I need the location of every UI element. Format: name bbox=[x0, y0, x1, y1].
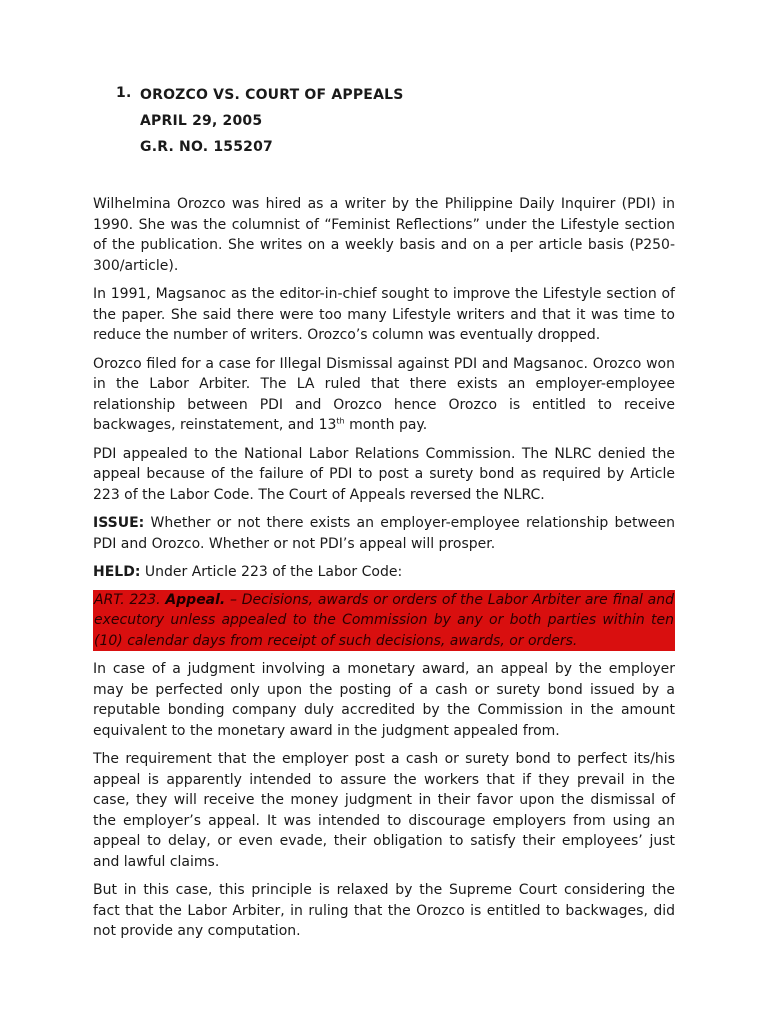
paragraph-ruling: But in this case, this principle is relaxed by the Supreme Court considering the fact that the Labor Arbiter, in ruling that the Orozco is entitled to backwages, did not provide any computation. bbox=[93, 882, 675, 939]
paragraph-labor-arbiter-text: Orozco filed for a case for Illegal Dismissal against PDI and Magsanoc. Orozco won in the Labor Arbiter. The LA ruled that there exists an employer-employee relationship between PDI and Orozco hence Orozco is entitled to receive backwages, reinstatement, and 13 bbox=[93, 355, 675, 433]
paragraph-facts-hiring: Wilhelmina Orozco was hired as a writer by the Philippine Daily Inquirer (PDI) in 1990. She was the columnist of “Feminist Reflections” under the Lifestyle section of the publication. She writes on a weekly basis and on a per article basis (P250-300/article). bbox=[93, 196, 675, 274]
held-label: HELD: bbox=[93, 564, 141, 580]
paragraph-issue bbox=[93, 513, 675, 554]
paragraph-monetary-award: In case of a judgment involving a monetary award, an appeal by the employer may be perfected only upon the posting of a cash or surety bond issued by a reputable bonding company duly accredited by the Commission in the amount equivalent to the monetary award in the judgment appealed from. bbox=[93, 661, 675, 739]
ordinal-superscript: th bbox=[336, 416, 345, 426]
issue-text: Whether or not there exists an employer-employee relationship between PDI and Orozco. Whether or not PDI’s appeal will prosper. bbox=[93, 515, 675, 552]
paragraph-held bbox=[93, 562, 675, 583]
paragraph-nlrc-appeal: PDI appealed to the National Labor Relations Commission. The NLRC denied the appeal because of the failure of PDI to post a surety bond as required by Article 223 of the Labor Code. The Court of Appeals reversed the NLRC. bbox=[93, 445, 675, 503]
case-date: APRIL 29, 2005 bbox=[140, 113, 263, 129]
issue-label: ISSUE: bbox=[93, 515, 145, 531]
document-body bbox=[93, 194, 675, 950]
case-number: 1. bbox=[116, 85, 132, 101]
quote-text: – Decisions, awards or orders of the Labor Arbiter are final and executory unless appealed to the Commission by any or both parties within ten (10) calendar days from receipt of such decisions, awards, or orders. bbox=[94, 591, 674, 649]
paragraph-labor-arbiter-tail: month pay. bbox=[344, 417, 428, 433]
quote-appeal-heading: Appeal. bbox=[165, 591, 226, 608]
paragraph-labor-arbiter bbox=[93, 354, 675, 436]
held-text: Under Article 223 of the Labor Code: bbox=[140, 564, 403, 580]
quote-prefix: ART. 223. bbox=[94, 591, 166, 608]
paragraph-bond-requirement: The requirement that the employer post a cash or surety bond to perfect its/his appeal is apparently intended to assure the workers that if they prevail in the case, they will receive the money judgment in their favor upon the dismissal of the employer’s appeal. It was intended to discourage employers from using an appeal to delay, or even evade, their obligation to satisfy their employees’ just and lawful claims. bbox=[93, 751, 675, 870]
case-gr-number: G.R. NO. 155207 bbox=[140, 139, 273, 155]
article-223-quote bbox=[93, 590, 675, 652]
case-title: OROZCO VS. COURT OF APPEALS bbox=[140, 87, 404, 103]
paragraph-facts-dropped: In 1991, Magsanoc as the editor-in-chief sought to improve the Lifestyle section of the paper. She said there were too many Lifestyle writers and that it was time to reduce the number of writers. Orozco’s column was eventually dropped. bbox=[93, 286, 675, 343]
